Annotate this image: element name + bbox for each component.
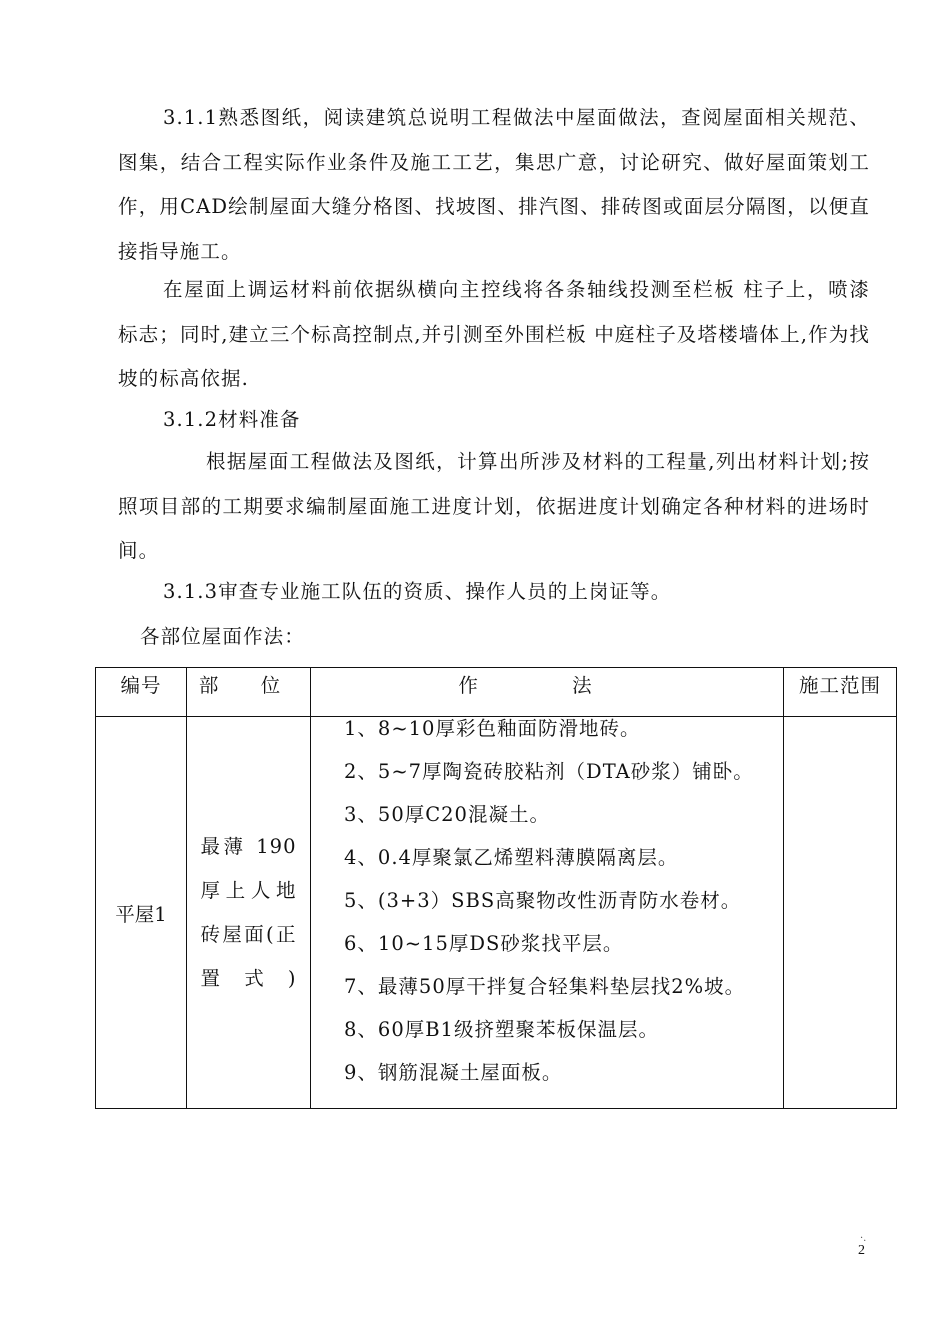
cell-scope [784, 717, 897, 1109]
cell-number: 平屋1 [96, 717, 187, 1109]
header-method: 作 法 [311, 668, 784, 717]
table-title: 各部位屋面作法： [140, 625, 305, 648]
cell-method [311, 717, 784, 1109]
header-location: 部 位 [187, 668, 311, 717]
heading-3-1-2: 3.1.2材料准备 [163, 408, 301, 431]
method-step: 2、5~7厚陶瓷砖胶粘剂（DTA砂浆）铺卧。 [344, 760, 754, 783]
roof-method-table [95, 667, 897, 1109]
method-step: 4、0.4厚聚氯乙烯塑料薄膜隔离层。 [344, 846, 679, 869]
cell-location: 最薄 190 厚上人地砖屋面(正置式) [187, 717, 311, 1109]
method-steps [311, 707, 783, 1094]
table-row [96, 717, 897, 1109]
heading-3-1-3: 3.1.3审查专业施工队伍的资质、操作人员的上岗证等。 [163, 580, 672, 603]
page-mark: ·. [860, 1233, 867, 1244]
paragraph-3-1-1: 3.1.1熟悉图纸，阅读建筑总说明工程做法中屋面做法，查阅屋面相关规范、图集，结合工程实际作业条件及施工工艺，集思广意，讨论研究、做好屋面策划工作，用CAD绘制屋面大缝分格图、找坡图、排汽图、排砖图或面层分隔图，以便直接指导施工。 [118, 106, 870, 263]
header-number: 编号 [96, 668, 187, 717]
method-step: 3、50厚C20混凝土。 [344, 803, 550, 826]
method-step: 9、钢筋混凝土屋面板。 [344, 1061, 563, 1084]
paragraph-material-plan: 根据屋面工程做法及图纸，计算出所涉及材料的工程量,列出材料计划;按照项目部的工期要求编制屋面施工进度计划，依据进度计划确定各种材料的进场时间。 [118, 450, 870, 562]
method-step: 8、60厚B1级挤塑聚苯板保温层。 [344, 1018, 659, 1041]
method-step: 1、8~10厚彩色釉面防滑地砖。 [344, 717, 641, 740]
page-number: 2 [858, 1243, 865, 1258]
method-step: 5、(3+3）SBS高聚物改性沥青防水卷材。 [344, 889, 742, 912]
paragraph-axis-control: 在屋面上调运材料前依据纵横向主控线将各条轴线投测至栏板 柱子上，喷漆标志；同时,建立三个标高控制点,并引测至外围栏板 中庭柱子及塔楼墙体上,作为找坡的标高依据. [118, 278, 870, 390]
method-step: 6、10~15厚DS砂浆找平层。 [344, 932, 624, 955]
header-scope: 施工范围 [784, 668, 897, 717]
method-step: 7、最薄50厚干拌复合轻集料垫层找2%坡。 [344, 975, 746, 998]
